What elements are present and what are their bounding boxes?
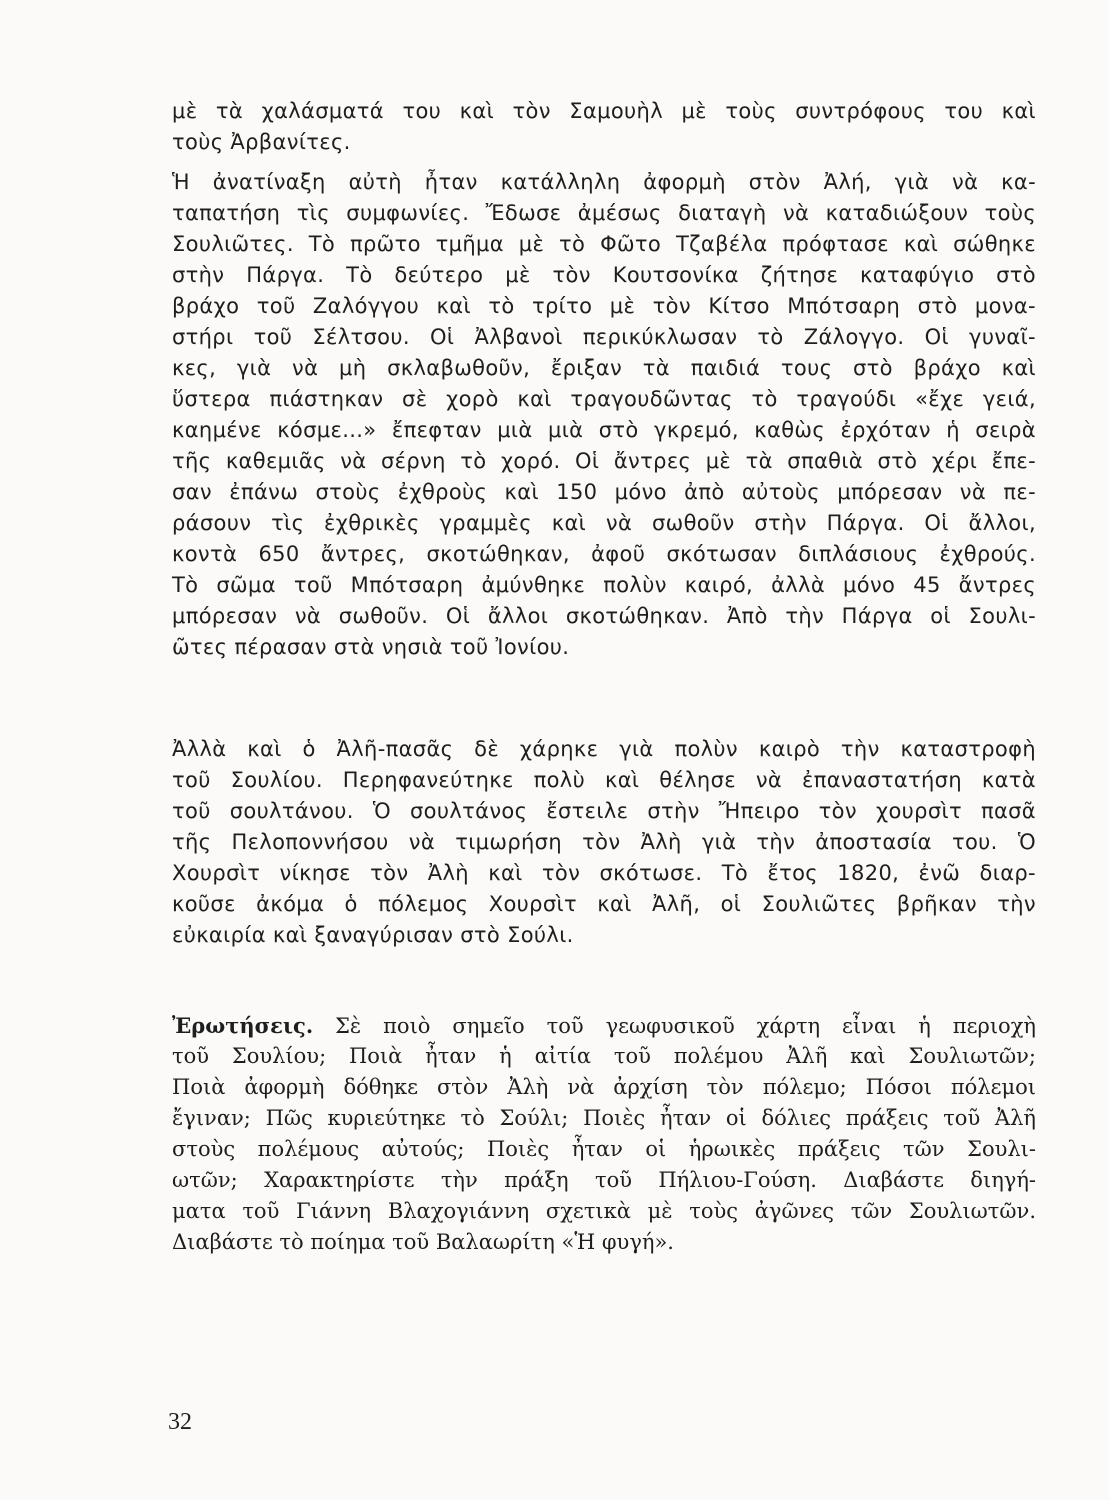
text-line: ωτῶν; Χαρακτηρίστε τὴν πράξη τοῦ Πήλιου-Γούση. Διαβάστε διηγή- (172, 1168, 1036, 1192)
text-line: ὕστερα πιάστηκαν σὲ χορὸ καὶ τραγουδῶντας τὸ τραγούδι «ἔχε γειά, (172, 387, 1036, 411)
text-line: τοὺς Ἀρβανίτες. (172, 130, 351, 154)
page-number: 32 (168, 1409, 192, 1435)
text-line: μὲ τὰ χαλάσματά του καὶ τὸν Σαμουὴλ μὲ τοὺς συντρόφους του καὶ (172, 99, 1036, 123)
paragraph-3 (172, 734, 1036, 951)
text-line: κες, γιὰ νὰ μὴ σκλαβωθοῦν, ἔριξαν τὰ παιδιά τους στὸ βράχο καὶ (172, 356, 1036, 380)
text-line: ἔγιναν; Πῶς κυριεύτηκε τὸ Σούλι; Ποιὲς ἦταν οἱ δόλιες πράξεις τοῦ Ἀλῆ (172, 1106, 1036, 1130)
text-line: Χουρσὶτ νίκησε τὸν Ἀλὴ καὶ τὸν σκότωσε. Τὸ ἔτος 1820, ἐνῶ διαρ- (172, 861, 1036, 885)
text-line: τοῦ Σουλίου. Περηφανεύτηκε πολὺ καὶ θέλησε νὰ ἐπαναστατήση κατὰ (172, 768, 1036, 792)
text-line: εὐκαιρία καὶ ξαναγύρισαν στὸ Σούλι. (172, 923, 574, 947)
text-line: βράχο τοῦ Ζαλόγγου καὶ τὸ τρίτο μὲ τὸν Κίτσο Μπότσαρη στὸ μονα- (172, 294, 1036, 318)
text-line: καημένε κόσμε...» ἔπεφταν μιὰ μιὰ στὸ γκρεμό, καθὼς ἐρχόταν ἡ σειρὰ (172, 418, 1036, 442)
text-line: στοὺς πολέμους αὐτούς; Ποιὲς ἦταν οἱ ἡρωικὲς πράξεις τῶν Σουλι- (172, 1137, 1036, 1161)
text-line: Ποιὰ ἀφορμὴ δόθηκε στὸν Ἀλὴ νὰ ἀρχίση τὸν πόλεμο; Πόσοι πόλεμοι (172, 1075, 1036, 1099)
text-line: στὴν Πάργα. Τὸ δεύτερο μὲ τὸν Κουτσονίκα ζήτησε καταφύγιο στὸ (172, 263, 1036, 287)
text-line: κοῦσε ἀκόμα ὁ πόλεμος Χουρσὶτ καὶ Ἀλῆ, οἱ Σουλιῶτες βρῆκαν τὴν (172, 892, 1036, 916)
paragraph-2 (172, 167, 1036, 663)
text-line: στήρι τοῦ Σέλτσου. Οἱ Ἀλβανοὶ περικύκλωσαν τὸ Ζάλογγο. Οἱ γυναῖ- (172, 325, 1036, 349)
text-line: κοντὰ 650 ἄντρες, σκοτώθηκαν, ἀφοῦ σκότωσαν διπλάσιους ἐχθρούς. (172, 542, 1036, 566)
text-line: ταπατήση τὶς συμφωνίες. Ἔδωσε ἀμέσως διαταγὴ νὰ καταδιώξουν τοὺς (172, 201, 1036, 225)
text-line: ράσουν τὶς ἐχθρικὲς γραμμὲς καὶ νὰ σωθοῦν στὴν Πάργα. Οἱ ἄλλοι, (172, 511, 1036, 535)
paragraph-1 (172, 96, 1036, 158)
text-line: τοῦ Σουλίου; Ποιὰ ἦταν ἡ αἰτία τοῦ πολέμου Ἀλῆ καὶ Σουλιωτῶν; (172, 1044, 1036, 1068)
text-line: Ἡ ἀνατίναξη αὐτὴ ἦταν κατάλληλη ἀφορμὴ στὸν Ἀλή, γιὰ νὰ κα- (172, 170, 1036, 194)
text-line: Διαβάστε τὸ ποίημα τοῦ Βαλαωρίτη «Ἡ φυγή». (172, 1230, 674, 1254)
text-line: τῆς Πελοποννήσου νὰ τιμωρήση τὸν Ἀλὴ γιὰ τὴν ἀποστασία του. Ὁ (172, 830, 1036, 854)
text-line: Ἀλλὰ καὶ ὁ Ἀλῆ-πασᾶς δὲ χάρηκε γιὰ πολὺν καιρὸ τὴν καταστροφὴ (172, 737, 1036, 761)
text-line: ματα τοῦ Γιάννη Βλαχογιάννη σχετικὰ μὲ τοὺς ἀγῶνες τῶν Σουλιωτῶν. (172, 1199, 1036, 1223)
text-line: Σουλιῶτες. Τὸ πρῶτο τμῆμα μὲ τὸ Φῶτο Τζαβέλα πρόφτασε καὶ σώθηκε (172, 232, 1036, 256)
text-line: τῆς καθεμιᾶς νὰ σέρνη τὸ χορό. Οἱ ἄντρες μὲ τὰ σπαθιὰ στὸ χέρι ἔπε- (172, 449, 1036, 473)
text-line: τοῦ σουλτάνου. Ὁ σουλτάνος ἔστειλε στὴν Ἤπειρο τὸν χουρσὶτ πασᾶ (172, 799, 1036, 823)
text-line: μπόρεσαν νὰ σωθοῦν. Οἱ ἄλλοι σκοτώθηκαν. Ἀπὸ τὴν Πάργα οἱ Σουλι- (172, 604, 1036, 628)
text-line: Τὸ σῶμα τοῦ Μπότσαρη ἀμύνθηκε πολὺν καιρό, ἀλλὰ μόνο 45 ἄντρες (172, 573, 1036, 597)
text-line: ῶτες πέρασαν στὰ νησιὰ τοῦ Ἰονίου. (172, 635, 570, 659)
questions-heading: Ἐρωτήσεις. (172, 1013, 314, 1038)
text-line: σαν ἐπάνω στοὺς ἐχθροὺς καὶ 150 μόνο ἀπὸ αὐτοὺς μπόρεσαν νὰ πε- (172, 480, 1036, 504)
text-line (172, 1010, 1036, 1041)
questions-section (172, 1010, 1036, 1258)
questions-first-line: Σὲ ποιὸ σημεῖο τοῦ γεωφυσικοῦ χάρτη εἶναι ἡ περιοχὴ (313, 1014, 1036, 1038)
